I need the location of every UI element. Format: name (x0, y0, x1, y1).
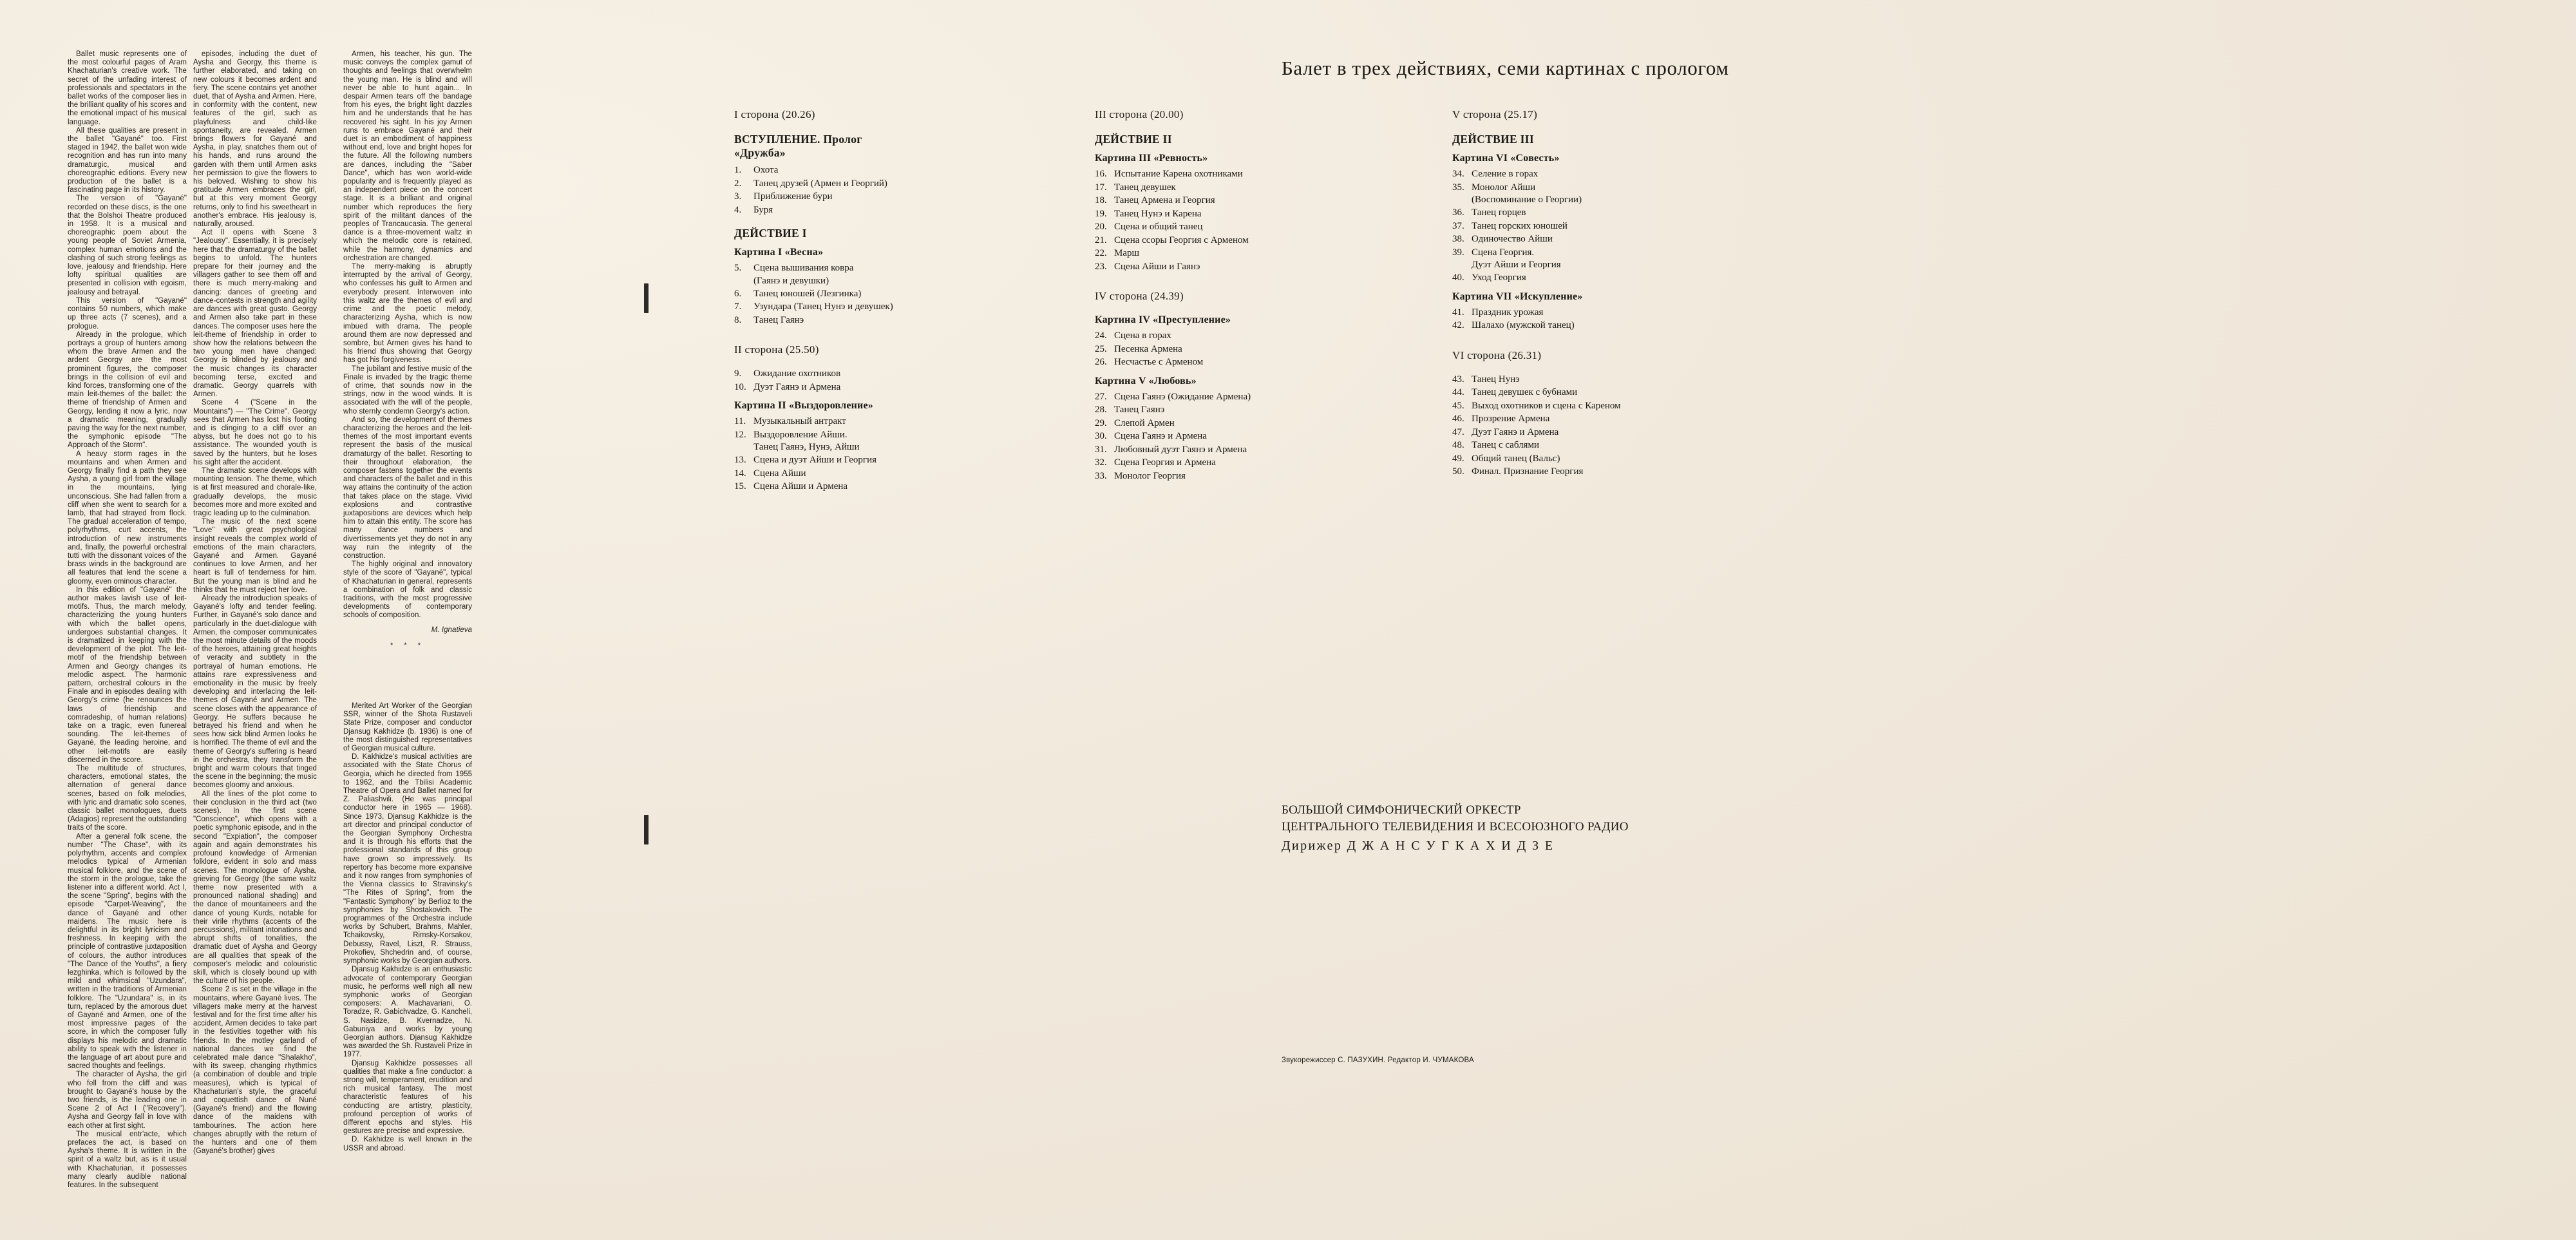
track-item: 41. Праздник урожая (1452, 307, 1645, 320)
track-number: 38. (1452, 234, 1464, 244)
track-list (734, 164, 908, 216)
track-number: 32. (1095, 457, 1107, 468)
track-item: 39. Сцена Георгия. Дуэт Айши и Георгия (1452, 247, 1645, 272)
track-number: 14. (734, 468, 746, 479)
track-item: 30. Сцена Гаянэ и Армена (1095, 430, 1288, 443)
track-item: 4. Буря (734, 204, 908, 217)
track-number: 42. (1452, 320, 1464, 330)
paragraph: All the lines of the plot come to their conclusion in the third act (two scenes). In the first scene "Conscience", which opens with a poetic symphonic episode, and in the second "Expiation", the composer again and again demonstrates his profound knowledge of Armenian folklore, evident in solo and mass scenes. The monologue of Aysha, grieving for Georgy (the same waltz theme now presented with a pronounced national shading) and the dance of mountaineers and the dance of young Kurds, notable for their virile rhythms (accents of the percussions), militant intonations and abrupt shifts of tonalities, the dramatic duet of Aysha and Georgy are all qualities that speak of the composer's melodic and colouristic skill, which is closely bound up with the culture of his people. (193, 790, 317, 986)
track-item: 37. Танец горских юношей (1452, 220, 1645, 233)
track-item: 47. Дуэт Гаянэ и Армена (1452, 426, 1645, 439)
track-number: 1. (734, 165, 742, 175)
track-number: 39. (1452, 247, 1464, 258)
track-number: 44. (1452, 387, 1464, 397)
track-number: 34. (1452, 169, 1464, 179)
track-item: 26. Несчастье с Арменом (1095, 356, 1288, 369)
track-number: 21. (1095, 234, 1107, 245)
track-item: 18. Танец Армена и Георгия (1095, 195, 1288, 207)
track-number: 4. (734, 204, 742, 215)
track-item: 3. Приближение бури (734, 191, 908, 204)
track-number: 5. (734, 263, 742, 273)
track-item: 48. Танец с саблями (1452, 439, 1645, 452)
track-item: 42. Шалахо (мужской танец) (1452, 320, 1645, 332)
track-item: 28. Танец Гаянэ (1095, 404, 1288, 417)
side-header: I сторона (20.26) (734, 108, 815, 120)
track-number: 43. (1452, 374, 1464, 385)
paragraph: The multitude of structures, characters, emotional states, the alternation of general dance scenes, based on folk melodies, with lyric and dramatic solo scenes, classic ballet monologues, duets (Adagios) represent the outstanding traits of the score. (68, 765, 187, 832)
paragraph: The character of Aysha, the girl who fell from the cliff and was brought to Gayané's house by the two friends, is the leading one in Scene 2 of Act I ("Recovery"). Aysha and Georgy fall in love with each other at first sight. (68, 1071, 187, 1130)
track-subtitle: (Гаянэ и девушки) (753, 275, 829, 286)
track-number: 24. (1095, 330, 1107, 341)
track-number: 15. (734, 481, 746, 491)
track-item: 35. Монолог Айши (Воспоминание о Георгии) (1452, 182, 1645, 207)
paragraph: After a general folk scene, the number "The Chase", with its polyrhythm, accents and complex melodics typical of Armenian musical folklore, and the scene of the storm in the prologue, take the listener into a different world. Act I, the scene "Spring", begins with the episode "Carpet-Weaving", the dance of Gayané and other maidens. The music here is delightful in its bright lyricism and freshness. In keeping with the principle of contrastive juxtaposition of colours, the author introduces "The Dance of the Youths", a fiery lezghinka, which is followed by the mild and whimsical "Uzundara", written in the traditions of Armenian folklore. The "Uzundara" is, in its turn, replaced by the amorous duet of Gayané and Armen, one of the most impressive pages of the score, in which the composer fully displays his melodic and dramatic ability to speak with the listener in the language of art about pure and sacred thoughts and feelings. (68, 832, 187, 1071)
track-item: 11. Музыкальный антракт (734, 415, 908, 428)
track-item: 12. Выздоровление Айши. Танец Гаянэ, Нунэ, Айши (734, 429, 908, 454)
track-number: 20. (1095, 222, 1107, 232)
track-number: 25. (1095, 343, 1107, 354)
track-number: 22. (1095, 248, 1107, 258)
tracklist-side-3 (1452, 108, 1645, 479)
track-subtitle: (Воспоминание о Георгии) (1472, 195, 1582, 205)
paragraph: The musical entr'acte, which prefaces the act, is based on Aysha's theme. It is written in the spirit of a waltz but, as is it usual with Khachaturian, it possesses many clearly audible national features. In the subsequent (68, 1130, 187, 1190)
paragraph: D. Kakhidze is well known in the USSR and abroad. (343, 1136, 472, 1152)
track-item: 44. Танец девушек с бубнами (1452, 386, 1645, 399)
track-list (734, 415, 908, 493)
paragraph: The highly original and innovatory style of the score of "Gayané", typical of Khachaturian in general, represents a combination of folk and classic traditions, with the most progressive developments of contemporary schools of composition. (343, 560, 472, 620)
track-number: 7. (734, 301, 742, 312)
track-number: 30. (1095, 431, 1107, 441)
track-number: 40. (1452, 272, 1464, 283)
track-item: 21. Сцена ссоры Георгия с Арменом (1095, 234, 1288, 247)
page-title: Балет в трех действиях, семи картинах с прологом (1282, 57, 1729, 79)
act-heading: ДЕЙСТВИЕ III (1452, 133, 1534, 146)
track-item: 43. Танец Нунэ (1452, 374, 1645, 386)
track-subtitle: Танец Гаянэ, Нунэ, Айши (753, 442, 860, 452)
section-divider: * * * (390, 641, 425, 649)
paragraph: Djansug Kakhidze is an enthusiastic advocate of contemporary Georgian music, he performs well nigh all new symphonic works of Georgian composers: A. Machavariani, O. Toradze, R. Gabichvadze, G. Kancheli, S. Nasidze, B. Kvernadze, N. Gabuniya and works by young Georgian authors. Djansug Kakhidze was awarded the Sh. Rustaveli Prize in 1977. (343, 966, 472, 1059)
track-subtitle: Дуэт Айши и Георгия (1472, 260, 1561, 270)
track-number: 19. (1095, 208, 1107, 219)
side-header: IV сторона (24.39) (1095, 290, 1184, 302)
track-number: 37. (1452, 220, 1464, 231)
track-number: 13. (734, 455, 746, 465)
act-heading: ВСТУПЛЕНИЕ. Пролог «Дружба» (734, 133, 862, 159)
track-number: 10. (734, 381, 746, 392)
track-number: 8. (734, 314, 742, 325)
track-item: 27. Сцена Гаянэ (Ожидание Армена) (1095, 391, 1288, 404)
side-header: V сторона (25.17) (1452, 108, 1538, 120)
scene-heading: Картина IV «Преступление» (1095, 314, 1231, 325)
track-number: 9. (734, 368, 742, 379)
paragraph: Already the introduction speaks of Gayané's lofty and tender feeling. Further, in Gayané's solo dance and particularly in the duet-dialogue with Armen, the composer communicates the most minute details of the moods of the heroes, attaining great heights of veracity and subtlety in the portrayal of human emotions. He attains rare expressiveness and emotionality in the music by freely developing and interlacing the leit-themes of Gayané and Armen. The scene closes with the appearance of Georgy. He suffers because he betrayed his friend and when he sees how sick blind Armen looks he is horrified. The theme of evil and the theme of Georgy's suffering is heard in the orchestra, they transform the bright and warm colours that tinged the scene in the beginning; the music becomes gloomy and anxious. (193, 595, 317, 790)
track-list (1452, 168, 1645, 285)
track-number: 33. (1095, 470, 1107, 481)
track-item: 8. Танец Гаянэ (734, 314, 908, 327)
side-header: VI сторона (26.31) (1452, 348, 1542, 361)
paragraph: The merry-making is abruptly interrupted by the arrival of Georgy, who confesses his guilt to Armen and everybody present. Interwoven into this waltz are the themes of evil and crime and the poetic melody, characterizing Aysha, which is now imbued with drama. The people around them are now depressed and sombre, but Armen gives his hand to his friend thus showing that Georgy has got his forgiveness. (343, 263, 472, 365)
track-number: 16. (1095, 169, 1107, 179)
paragraph: Act II opens with Scene 3 "Jealousy". Essentially, it is precisely here that the dramaturgy of the ballet begins to unfold. The hunters prepare for their journey and the villagers gather to see them off and there is much merry-making and dancing: dances of greeting and dance-contests in strength and agility are dances with great gusto. Georgy and Armen also take part in these dances. The composer uses here the leit-theme of friendship in order to show how the relations between the two young men have changed: Georgy is blinded by jealousy and the music changes its character becoming terse, excited and dramatic. Georgy quarrels with Armen. (193, 229, 317, 399)
track-number: 28. (1095, 405, 1107, 415)
conductor-credit: Дирижер Д Ж А Н С У Г К А Х И Д З Е (1282, 839, 1555, 853)
paragraph: And so, the development of themes characterizing the heroes and the leit-themes of the most important events represent the basis of the musical dramaturgy of the ballet. Resorting to their throughout elaboration, the composer fastens together the events and characters of the ballet and in this way attains the continuity of the action that takes place on the stage. Vivid explosions and contrastive juxtapositions are devices which help him to attain this entity. The score has many dance numbers and divertissements yet they do not in any way ruin the integrity of the construction. (343, 415, 472, 560)
paragraph: The version of "Gayané" recorded on these discs, is the one that the Bolshoi Theatre produced in 1958. It is a musical and choreographic poem about the young people of Soviet Armenia, complex human emotions and the clashing of such strong feelings as love, jealousy and friendship. Here lofty spiritual qualities are presented in collision with egoism, jealousy and betrayal. (68, 195, 187, 296)
track-item: 5. Сцена вышивания ковра (Гаянэ и девушки) (734, 262, 908, 287)
track-item: 33. Монолог Георгия (1095, 470, 1288, 483)
scene-heading: Картина II «Выздоровление» (734, 400, 873, 411)
track-item: 2. Танец друзей (Армен и Георгий) (734, 178, 908, 191)
track-item: 10. Дуэт Гаянэ и Армена (734, 381, 908, 394)
side-header: II сторона (25.50) (734, 343, 819, 356)
scene-heading: Картина VII «Искупление» (1452, 291, 1583, 302)
track-item: 36. Танец горцев (1452, 207, 1645, 220)
scene-heading: Картина I «Весна» (734, 247, 824, 258)
conductor-biography (343, 702, 472, 1153)
paragraph: Ballet music represents one of the most colourful pages of Aram Khachaturian's creative work. The secret of the unfading interest of professionals and spectators in the ballet works of the composer lies in the brilliant quality of his scores and the emotional impact of his musical language. (68, 50, 187, 126)
track-number: 35. (1452, 182, 1464, 193)
paragraph: Already in the prologue, which portrays a group of hunters among whom the brave Armen and the ardent Georgy are the most prominent figures, the composer brings in the collision of evil and kind forces, transforming one of the main leit-themes of the ballet: the theme of friendship of Armen and Georgy, lending it now a lyric, now a dramatic meaning, gradually paving the way for the next number, the symphonic episode "The Approach of the Storm". (68, 330, 187, 450)
spine-mark-bottom (644, 815, 649, 844)
track-number: 31. (1095, 444, 1107, 455)
track-list (1095, 330, 1288, 369)
paragraph: Scene 4 ("Scene in the Mountains") — "The Crime". Georgy sees that Armen has lost his footing and is clinging to a cliff over an abyss, but he does not go to his assistance. The wounded youth is saved by the hunters, but he loses his sight after the accident. (193, 399, 317, 466)
track-item: 46. Прозрение Армена (1452, 413, 1645, 426)
track-item: 50. Финал. Признание Георгия (1452, 466, 1645, 479)
track-list (1452, 374, 1645, 479)
paragraph: All these qualities are present in the ballet "Gayané" too. First staged in 1942, the ballet won wide recognition and has run into many dramaturgic, musical and choreographic editions. Every new production of the ballet is a fascinating page in its history. (68, 126, 187, 195)
track-item: 19. Танец Нунэ и Карена (1095, 208, 1288, 221)
track-number: 18. (1095, 195, 1107, 205)
track-number: 48. (1452, 440, 1464, 450)
scene-heading: Картина V «Любовь» (1095, 375, 1197, 386)
scene-heading: Картина III «Ревность» (1095, 153, 1208, 164)
track-number: 45. (1452, 400, 1464, 411)
track-item: 40. Уход Георгия (1452, 272, 1645, 285)
track-item: 34. Селение в горах (1452, 168, 1645, 181)
side-header: III сторона (20.00) (1095, 108, 1184, 120)
track-number: 3. (734, 191, 742, 202)
track-item: 20. Сцена и общий танец (1095, 221, 1288, 234)
track-item: 22. Марш (1095, 247, 1288, 260)
track-list (1095, 391, 1288, 483)
track-item: 7. Узундара (Танец Нунэ и девушек) (734, 301, 908, 314)
track-number: 46. (1452, 414, 1464, 424)
english-column-1 (68, 50, 187, 1190)
track-item: 38. Одиночество Айши (1452, 233, 1645, 246)
act-heading: ДЕЙСТВИЕ II (1095, 133, 1172, 146)
track-list (1452, 307, 1645, 332)
track-number: 50. (1452, 466, 1464, 477)
track-number: 49. (1452, 453, 1464, 464)
paragraph: episodes, including the duet of Aysha and Georgy, this theme is further elaborated, and taking on new colours it becomes ardent and fiery. The scene contains yet another duet, that of Aysha and Armen. Here, in conformity with the content, new features of the girl, such as playfulness and child-like spontaneity, are revealed. Armen brings flowers for Gayané and Aysha, in play, snatches them out of his hands, and runs around the garden with them until Armen asks her permission to give the flowers to his beloved. Wishing to show his gratitude Armen embraces the girl, but at this very moment Georgy returns, only to find his sweetheart in another's embrace. His jealousy is, naturally, aroused. (193, 50, 317, 229)
tracklist-side-1 (734, 108, 908, 494)
technical-credits: Звукорежиссер С. ПАЗУХИН. Редактор И. ЧУМАКОВА (1282, 1056, 1474, 1064)
track-number: 36. (1452, 207, 1464, 218)
orchestra-line-1: БОЛЬШОЙ СИМФОНИЧЕСКИЙ ОРКЕСТР (1282, 803, 1521, 817)
tracklist-side-2 (1095, 108, 1288, 483)
track-item: 14. Сцена Айши (734, 468, 908, 481)
track-item: 16. Испытание Карена охотниками (1095, 168, 1288, 181)
scene-heading: Картина VI «Совесть» (1452, 153, 1560, 164)
paragraph: Scene 2 is set in the village in the mountains, where Gayané lives. The villagers make merry at the harvest festival and for the first time after his accident, Armen decides to take part in the festivities together with his friends. In the motley garland of national dances we find the celebrated male dance "Shalakho", with its sweep, changing rhythmics (a combination of double and triple measures), which is typical of Khachaturian's style, the graceful and coquettish dance of Nuné (Gayané's friend) and the flowing dance of the maidens with tambourines. The action here changes abruptly with the return of the hunters and one of them (Gayané's brother) gives (193, 986, 317, 1156)
english-column-3 (343, 50, 472, 656)
paragraph: A heavy storm rages in the mountains and when Armen and Georgy finally find a path they see Aysha, a young girl from the village in the mountains, lying unconscious. She had fallen from a cliff when she went to search for a lamb, that had strayed from flock. The gradual acceleration of tempo, polyrhythms, curt accents, the introduction of new instruments and, finally, the powerful orchestral tutti with the dissonant voices of the brass winds in the background are all features that lend the scene a gloomy, even ominous character. (68, 450, 187, 586)
english-column-2 (193, 50, 317, 1156)
author-signature: M. Ignatieva (431, 625, 472, 634)
orchestra-line-2: ЦЕНТРАЛЬНОГО ТЕЛЕВИДЕНИЯ И ВСЕСОЮЗНОГО РАДИО (1282, 820, 1629, 834)
paragraph: Armen, his teacher, his gun. The music conveys the complex gamut of thoughts and feelings that overwhelm the young man. He is blind and will never be able to hunt again... In despair Armen tears off the bandage from his eyes, the bright light dazzles him and he understands that he has recovered his sight. In his joy Armen runs to embrace Gayané and their duet is an embodiment of happiness without end, love and bright hopes for the future. All the following numbers are dances, including the "Saber Dance", which has won world-wide popularity and is frequently played as an independent piece on the concert stage. It is a brilliant and original number which reproduces the fiery spirit of the militant dances of the peoples of Trancaucasia. The general dance is a three-movement waltz in which the melodic core is retained, while the harmony, dynamics and orchestration are changed. (343, 50, 472, 262)
track-number: 6. (734, 288, 742, 299)
paragraph: Djansug Kakhidze possesses all qualities that make a fine conductor: a strong will, temperament, erudition and rich musical fantasy. The most characteristic features of his conducting are artistry, plasticity, profound perception of works of different epochs and styles. His gestures are precise and expressive. (343, 1059, 472, 1136)
paragraph: The music of the next scene "Love" with great psychological insight reveals the complex world of emotions of the main characters, Gayané and Armen. Gayané continues to love Armen, and her heart is full of tenderness for him. But the young man is blind and he thinks that he must reject her love. (193, 518, 317, 594)
spine-mark-top (644, 283, 649, 313)
track-item: 6. Танец юношей (Лезгинка) (734, 288, 908, 301)
track-number: 47. (1452, 426, 1464, 437)
track-item: 32. Сцена Георгия и Армена (1095, 457, 1288, 470)
track-item: 23. Сцена Айши и Гаянэ (1095, 261, 1288, 274)
track-list (734, 262, 908, 327)
paragraph: Merited Art Worker of the Georgian SSR, winner of the Shota Rustaveli State Prize, composer and conductor Djansug Kakhidze (b. 1936) is one of the most distinguished representatives of Georgian musical culture. (343, 702, 472, 753)
track-number: 29. (1095, 417, 1107, 428)
paragraph: D. Kakhidze's musical activities are associated with the State Chorus of Georgia, which he directed from 1955 to 1962, and the Tbilisi Academic Theatre of Opera and Ballet named for Z. Paliashvili. (He was principal conductor here in 1965 — 1968). Since 1973, Djansug Kakhidze is the art director and principal conductor of the Georgian Symphony Orchestra and it is through his efforts that the professional standards of this group have grown so impressively. Its repertory has become more expansive and it now ranges from symphonies of the Vienna classics to Stravinsky's "The Rites of Spring", from the "Fantastic Symphony" by Berlioz to the symphonies by Shostakovich. The programmes of the Orchestra include works by Schubert, Brahms, Mahler, Tchaikovsky, Rimsky-Korsakov, Debussy, Ravel, Liszt, R. Strauss, Prokofiev, Shchedrin and, of course, symphonic works by Georgian authors. (343, 753, 472, 966)
track-item: 49. Общий танец (Вальс) (1452, 453, 1645, 466)
paragraph: The dramatic scene develops with mounting tension. The theme, which is at first measured and chorale-like, gradually develops, the music becomes more and more excited and tragic leading up to the culmination. (193, 466, 317, 517)
act-heading: ДЕЙСТВИЕ I (734, 227, 807, 240)
orchestra-credits (1282, 802, 1861, 854)
track-number: 41. (1452, 307, 1464, 318)
track-number: 17. (1095, 182, 1107, 193)
track-item: 17. Танец девушек (1095, 182, 1288, 195)
track-item: 9. Ожидание охотников (734, 368, 908, 381)
track-item: 13. Сцена и дуэт Айши и Георгия (734, 454, 908, 467)
track-number: 26. (1095, 357, 1107, 367)
track-item: 25. Песенка Армена (1095, 343, 1288, 356)
track-item: 24. Сцена в горах (1095, 330, 1288, 343)
track-list (1095, 168, 1288, 273)
paragraph: The jubilant and festive music of the Finale is invaded by the tragic theme of crime, that sounds now in the strings, now in the wood winds. It is associated with the will of the people, who sternly condemn Georgy's action. (343, 365, 472, 415)
track-list (734, 368, 908, 394)
track-number: 2. (734, 178, 742, 189)
track-number: 27. (1095, 391, 1107, 402)
track-number: 11. (734, 416, 746, 426)
track-item: 29. Слепой Армен (1095, 417, 1288, 430)
track-item: 45. Выход охотников и сцена с Кареном (1452, 400, 1645, 413)
track-item: 1. Охота (734, 164, 908, 177)
paragraph: In this edition of "Gayané" the author makes lavish use of leit-motifs. Thus, the march melody, characterizing the young hunters with which the ballet opens, undergoes substantial changes. It is dramatized in keeping with the development of the plot. The leit-motif of the friendship between Armen and Georgy changes its melodic aspect. The harmonic pattern, orchestral colours in the Finale and in episodes dealing with Georgy's crime (he renounces the laws of friendship and comradeship, of human relations) take on a tragic, even funereal sounding. The leit-themes of Gayané, the leading heroine, and other leit-motifs are easily discerned in the score. (68, 586, 187, 764)
track-number: 12. (734, 429, 746, 440)
track-number: 23. (1095, 261, 1107, 272)
track-item: 15. Сцена Айши и Армена (734, 481, 908, 493)
paragraph: This version of "Gayané" contains 50 numbers, which make up three acts (7 scenes), and a prologue. (68, 296, 187, 330)
track-item: 31. Любовный дуэт Гаянэ и Армена (1095, 444, 1288, 457)
